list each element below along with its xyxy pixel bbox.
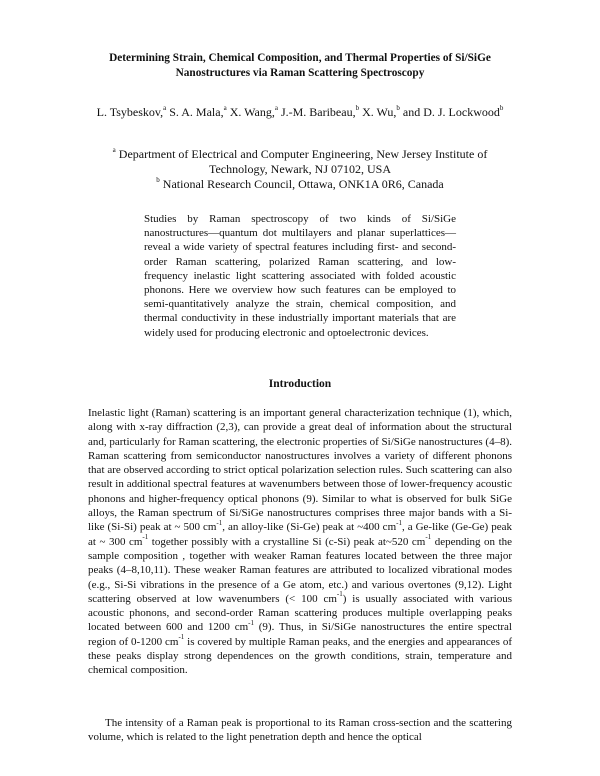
abstract: Studies by Raman spectroscopy of two kinds of Si/SiGe nanostructures—quantum dot multilayers and planar superlattices—reveal a wide variety of spectral features including first- and second-order Raman scattering, polarized Raman scattering, and low-frequency inelastic light scattering associated with folded acoustic phonons. Here we overview how such features can be employed to semi-quantitatively analyze the strain, chemical composition, and thermal conductivity in these industrially important materials that are widely used for producing electronic and optoelectronic devices. xyxy=(144,213,456,339)
superscript: -1 xyxy=(178,633,185,642)
affiliation-marker: b xyxy=(499,104,504,112)
affiliation-marker: a xyxy=(163,104,167,112)
section-heading-introduction: Introduction xyxy=(268,378,332,390)
author-name: S. A. Mala, xyxy=(166,105,224,119)
paper-title-line-1: Determining Strain, Chemical Composition, and Thermal Properties of Si/SiGe xyxy=(109,52,491,64)
superscript: -1 xyxy=(425,533,432,542)
paragraph-text: Inelastic light (Raman) scattering is an important general characterization technique (1), which, along with x-ray diffraction (2,3), can provide a great deal of information about the structural and, particularly for Raman scattering, the electronic properties of Si/SiGe nanostructures (4–8). Raman scattering from semiconductor nanostructures involves a variety of different phonons that are observed according to strict optical polarization selection rules. Such scattering can also result in additional spectral features at wavenumbers between those of lower-frequency acoustic phonons and higher-frequency optical phonons (9). Similar to what is observed for bulk SiGe alloys, the Raman spectrum of Si/SiGe nanostructures comprises three major bands with a Si-like (Si-Si) peak at ~ 500 cm xyxy=(88,407,512,534)
affiliation-b-text: National Research Council, Ottawa, ONK1A 0R6, Canada xyxy=(159,177,444,191)
paragraph-text: (9). Thus, in Si/SiGe nanostructures the entire spectral region of 0-1200 cm xyxy=(88,621,512,648)
affiliation-b xyxy=(90,177,510,192)
superscript: -1 xyxy=(142,533,149,542)
superscript: -1 xyxy=(248,618,254,627)
superscript: -1 xyxy=(336,590,343,599)
paragraph-text: depending on the sample composition , together with weaker Raman features located between the three major peaks (4–8,10,11). These weaker Raman features are attributed to localized vibrational modes (e.g., Si-Si vibrations in the presence of a Ge atom, etc.) and various overtones (9,12). Light scattering observed at low wavenumbers (< 100 cm xyxy=(88,535,513,605)
superscript: -1 xyxy=(216,518,223,527)
author-name: and D. J. Lockwood xyxy=(399,105,500,119)
paper-title xyxy=(80,51,520,81)
affiliation-marker: a xyxy=(274,104,278,112)
paragraph-text: together possibly with a crystalline Si (c-Si) peak at~520 cm xyxy=(148,535,426,548)
affiliation-marker: a xyxy=(223,104,227,112)
affiliation-marker: b xyxy=(396,104,400,112)
author-name: J.-M. Baribeau, xyxy=(277,105,356,119)
affiliation-marker: b xyxy=(156,176,160,184)
introduction-paragraph-1 xyxy=(88,406,512,678)
author-name: X. Wu, xyxy=(359,105,397,119)
affiliation-a xyxy=(90,147,510,162)
paragraph-text: ) is usually associated with various acoustic phonons, and second-order Raman scattering produces multiple overlapping peaks located between 600 and 1200 cm xyxy=(88,592,512,634)
paragraph-text: , an alloy-like (Si-Ge) peak at ~400 cm xyxy=(222,521,397,534)
affiliations xyxy=(90,147,510,192)
introduction-paragraph-2: The intensity of a Raman peak is proportional to its Raman cross-section and the scattering volume, which is related to the light penetration depth and hence the optical xyxy=(88,717,512,744)
affiliation-a-line-2: Technology, Newark, NJ 07102, USA xyxy=(208,162,392,176)
author-name: X. Wang, xyxy=(226,105,275,119)
author-name: L. Tsybeskov, xyxy=(96,105,164,119)
author-list xyxy=(60,104,540,120)
affiliation-a-text: Department of Electrical and Computer Engineering, New Jersey Institute of xyxy=(115,147,488,161)
affiliation-marker: a xyxy=(112,146,116,154)
paper-title-line-2: Nanostructures via Raman Scattering Spectroscopy xyxy=(175,67,425,79)
superscript: -1 xyxy=(396,518,402,527)
paragraph-text: , a Ge-like (Ge-Ge) peak at ~ 300 cm xyxy=(88,521,512,548)
paragraph-text: is covered by multiple Raman peaks, and the energies and appearances of these peaks display strong dependences on the growth conditions, strain, temperature and chemical composition. xyxy=(88,635,512,677)
affiliation-marker: b xyxy=(355,104,360,112)
